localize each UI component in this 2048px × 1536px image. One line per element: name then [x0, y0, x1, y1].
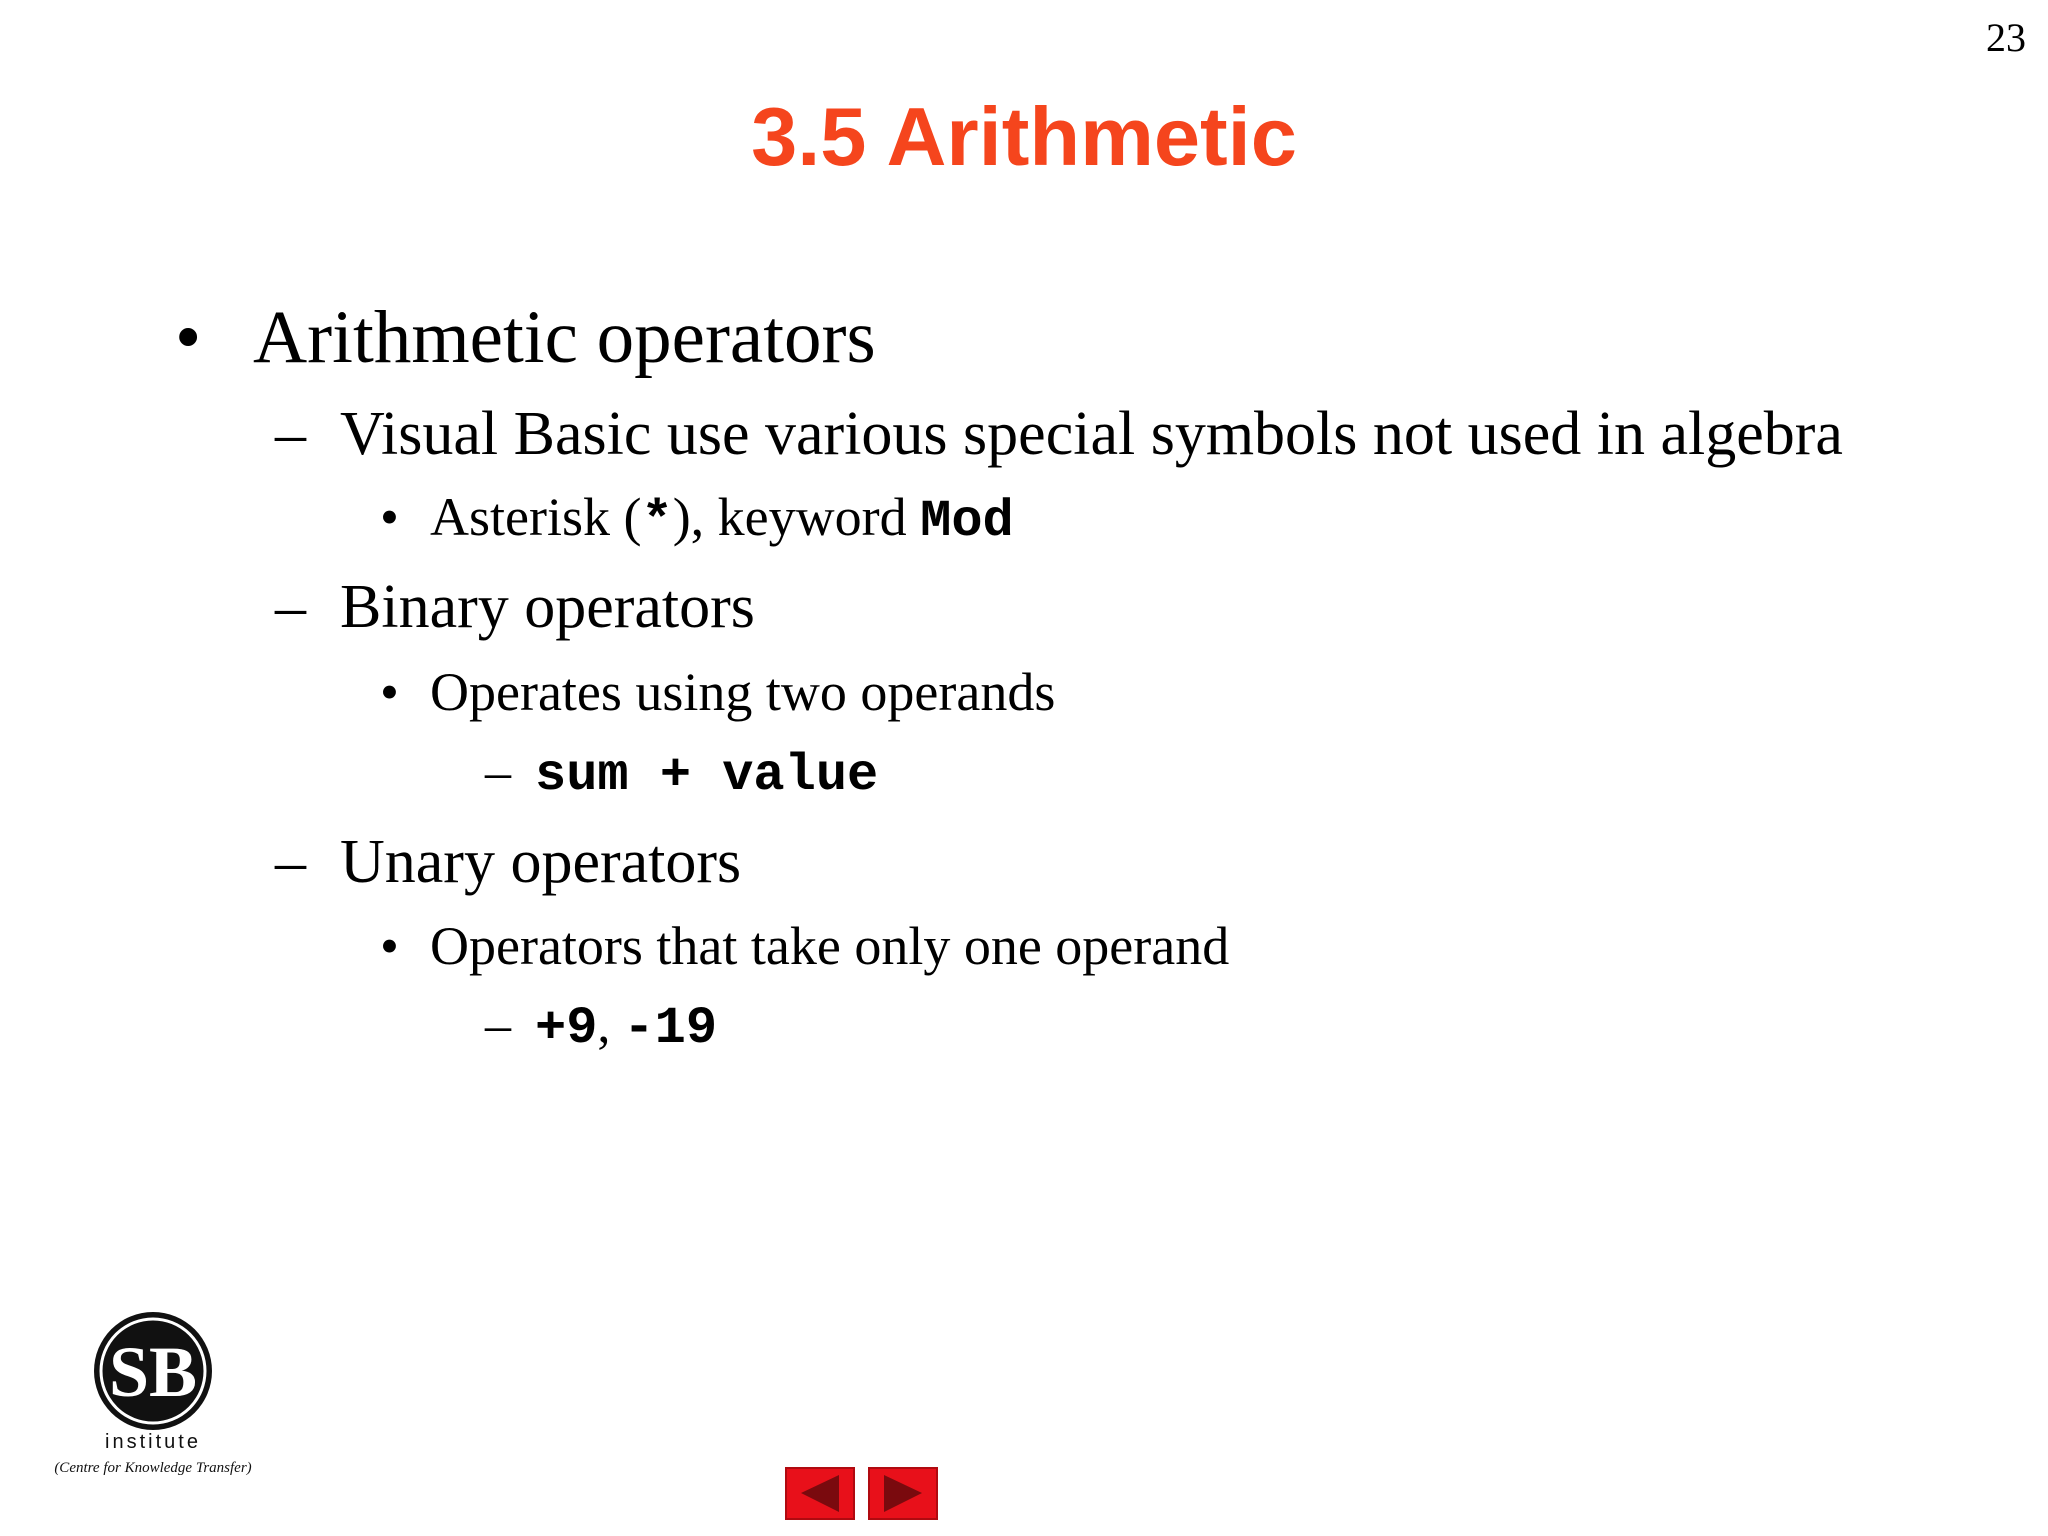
- logo-tagline: (Centre for Knowledge Transfer): [54, 1460, 252, 1476]
- logo-name: institute: [105, 1431, 201, 1453]
- bullet-marker: •: [380, 662, 399, 722]
- subbullet-visual-basic-symbols: [275, 400, 1843, 468]
- subsubbullet-text: Operates using two operands: [430, 662, 1056, 722]
- example-unary-values: [485, 997, 718, 1058]
- page-number: 23: [1986, 15, 2026, 60]
- subsubbullet-one-operand: [380, 916, 1230, 976]
- dash-marker: –: [485, 744, 511, 801]
- bullet-text: Arithmetic operators: [253, 296, 876, 379]
- subbullet-unary-operators: [275, 828, 742, 896]
- dash-marker: –: [275, 828, 306, 896]
- slide-title-text: 3.5 Arithmetic: [751, 90, 1297, 183]
- subbullet-text: Visual Basic use various special symbols not used in algebra: [340, 400, 1843, 468]
- left-triangle-icon: [787, 1469, 853, 1518]
- dash-marker: –: [275, 400, 306, 468]
- separator: ,: [597, 997, 624, 1054]
- previous-slide-button[interactable]: [785, 1467, 855, 1520]
- subsubbullet-asterisk-mod: [380, 487, 1014, 551]
- text-asterisk-open: Asterisk (: [430, 487, 642, 547]
- right-triangle-icon: [870, 1469, 936, 1518]
- next-slide-button[interactable]: [868, 1467, 938, 1520]
- subsubbullet-two-operands: [380, 662, 1056, 722]
- subbullet-text: Binary operators: [340, 573, 755, 641]
- bullet-marker: •: [175, 296, 202, 379]
- subsubbullet-text: Operators that take only one operand: [430, 916, 1230, 976]
- code-asterisk: *: [641, 492, 673, 551]
- dash-marker: –: [275, 573, 306, 641]
- bullet-marker: •: [380, 487, 399, 547]
- code-plus-nine: +9: [535, 999, 598, 1058]
- sb-institute-logo: [32, 1310, 272, 1480]
- dash-marker: –: [485, 997, 511, 1054]
- subbullet-binary-operators: [275, 573, 755, 641]
- logo-monogram: SB: [108, 1332, 198, 1412]
- code-minus-nineteen: -19: [623, 999, 718, 1058]
- text-keyword: ), keyword: [672, 487, 921, 547]
- bullet-arithmetic-operators: [175, 296, 876, 379]
- code-mod: Mod: [920, 492, 1014, 551]
- bullet-marker: •: [380, 916, 399, 976]
- example-sum-value: [485, 744, 879, 805]
- slide-title: [0, 90, 2048, 183]
- code-sum-value: sum + value: [535, 746, 879, 805]
- sb-logo-icon: [32, 1310, 272, 1480]
- subbullet-text: Unary operators: [340, 828, 742, 896]
